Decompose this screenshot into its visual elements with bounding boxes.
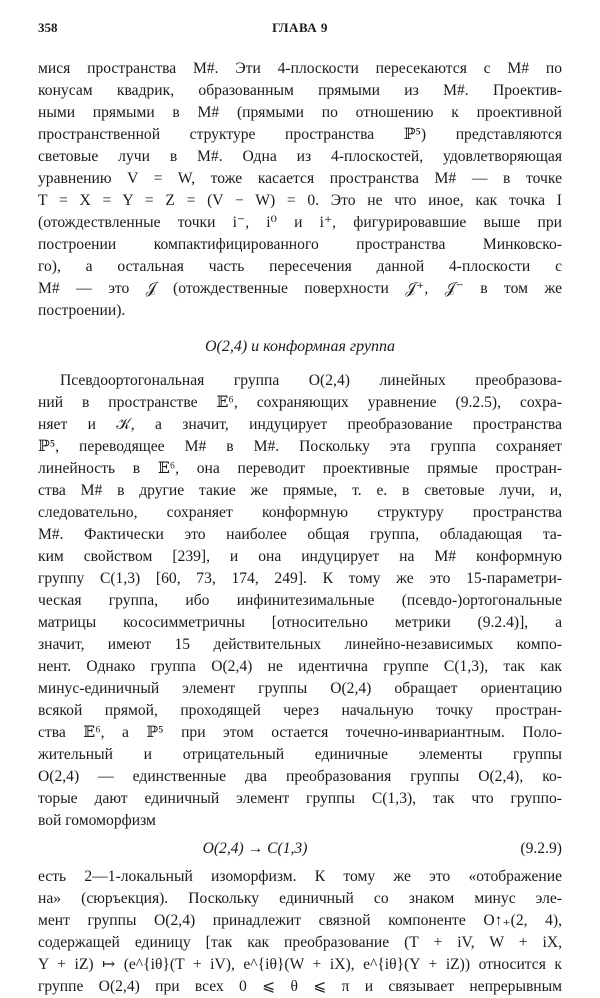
text-line: O(2,4) — единственные два преобразования группы O(2,4), ко-: [38, 768, 562, 785]
running-title: ГЛАВА 9: [272, 20, 328, 35]
paragraph-2: [38, 370, 562, 832]
text-line: нент. Однако группа O(2,4) не идентична группе C(1,3), так как: [38, 658, 562, 675]
page-header: [38, 20, 562, 36]
text-line: есть 2—1-локальный изоморфизм. К тому же это «отображение: [38, 868, 562, 885]
text-line: торые дают единичный элемент группы C(1,3), так что группо-: [38, 790, 562, 807]
text-line: го), а остальная часть пересечения данной 4-плоскости с: [38, 258, 562, 275]
text-line: всякой прямой, проходящей через начальную точку простран-: [38, 702, 562, 719]
text-line: ными прямыми в М# (прямыми по отношению к проективной: [38, 104, 562, 121]
text-line: значит, имеют 15 действительных линейно-независимых компо-: [38, 636, 562, 653]
text-line: T = X = Y = Z = (V − W) = 0. Это не что иное, как точка I: [38, 192, 562, 209]
text-line: мент группы O(2,4) принадлежит связной компоненте O↑₊(2, 4),: [38, 912, 562, 929]
page-number: 358: [38, 20, 58, 35]
text-line: М#. Фактически это наиболее общая группа, обладающая та-: [38, 526, 562, 543]
text-line: (отождествленные точки i⁻, i⁰ и i⁺, фигурировавшие выше при: [38, 214, 562, 231]
text-line: следовательно, сохраняет конформную структуру пространства: [38, 504, 562, 521]
section-title: O(2,4) и конформная группа: [204, 338, 396, 355]
text-line: группе O(2,4) при всех 0 ⩽ θ ⩽ π и связывает непрерывным: [38, 978, 562, 995]
text-line: линейность в 𝔼⁶, она переводит проективные прямые простран-: [38, 460, 562, 477]
text-line: уравнению V = W, тоже касается пространства М# — в точке: [38, 170, 562, 187]
text-line: пространственной структуре пространства ℙ⁵) представляются: [38, 126, 562, 143]
text-line: вой гомоморфизм: [38, 812, 156, 829]
text-line: на» (сюръекция). Поскольку единичный со знаком минус эле-: [38, 890, 562, 907]
text-line: ства 𝔼⁶, а ℙ⁵ при этом остается точечно-инвариантным. Поло-: [38, 724, 562, 741]
paragraph-1: [38, 58, 562, 322]
paragraph-3: [38, 866, 562, 998]
text-line: конусам квадрик, образованным прямыми из М#. Проектив-: [38, 82, 562, 99]
text-line: ческая группа, ибо инфинитезимальные (псевдо-)ортогональные: [38, 592, 562, 609]
equation-formula: O(2,4) → C(1,3): [202, 840, 308, 857]
text-line: построении).: [38, 302, 126, 319]
text-line: няет и 𝒦, а значит, индуцирует преобразование пространства: [38, 416, 562, 433]
equation-number: (9.2.9): [520, 840, 562, 857]
text-line: матрицы кососимметричны [относительно метрики (9.2.4)], а: [38, 614, 562, 631]
text-line: жительный и отрицательный единичные элементы группы: [38, 746, 562, 763]
text-line: ℙ⁵, переводящее М# в М#. Поскольку эта группа сохраняет: [38, 438, 562, 455]
text-line: содержащей единицу [так как преобразование (T + iV, W + iX,: [38, 934, 562, 951]
text-line: группу C(1,3) [60, 73, 174, 249]. К тому же это 15-параметри-: [38, 570, 562, 587]
page-body: [38, 58, 562, 998]
text-line: мися пространства М#. Эти 4-плоскости пересекаются с М# по: [38, 60, 562, 77]
text-line: Псевдоортогональная группа O(2,4) линейных преобразова-: [60, 372, 562, 389]
display-equation: [38, 838, 562, 860]
text-line: ства М# в другие такие же прямые, т. е. в световые лучи, и,: [38, 482, 562, 499]
text-line: световые лучи в М#. Одна из 4-плоскостей, удовлетворяющая: [38, 148, 562, 165]
text-line: ний в пространстве 𝔼⁶, сохраняющих уравнение (9.2.5), сохра-: [38, 394, 562, 411]
text-line: Y + iZ) ↦ (e^{iθ}(T + iV), e^{iθ}(W + iX), e^{iθ}(Y + iZ)) относится к: [38, 956, 562, 973]
text-line: М# — это 𝒥 (отождественные поверхности 𝒥⁺, 𝒥⁻ в том же: [38, 280, 562, 297]
text-line: построении компактифицированного пространства Минковско-: [38, 236, 562, 253]
text-line: минус-единичный элемент группы O(2,4) обращает ориентацию: [38, 680, 562, 697]
text-line: ким свойством [239], и она индуцирует на М# конформную: [38, 548, 562, 565]
